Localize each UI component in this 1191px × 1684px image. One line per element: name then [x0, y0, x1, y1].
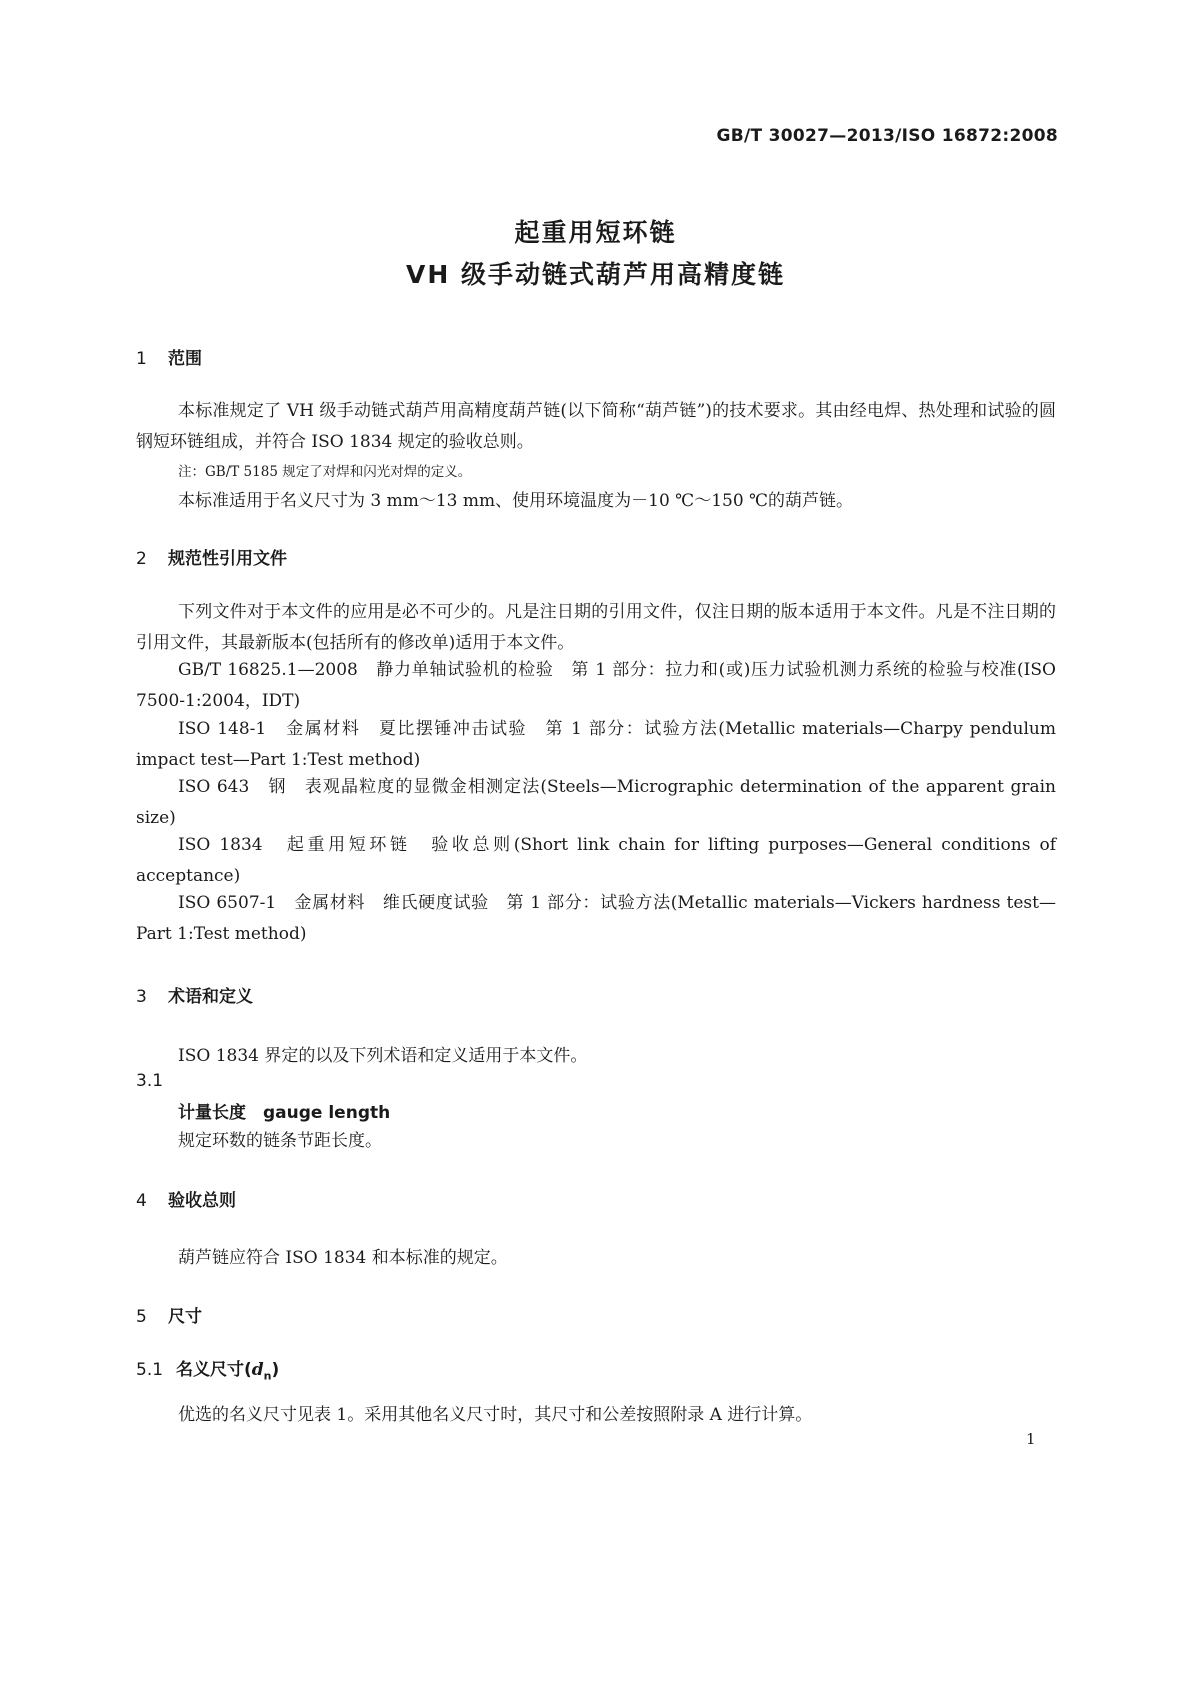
scope-paragraph: 本标准规定了 VH 级手动链式葫芦用高精度葫芦链(以下简称“葫芦链”)的技术要求。其由经电焊、热处理和试验的圆钢短环链组成，并符合 ISO 1834 规定的验收总则。	[136, 401, 1056, 452]
section-number: 2	[136, 549, 147, 569]
subsection-title-close: )	[271, 1360, 280, 1380]
section-number: 1	[136, 349, 147, 369]
section-number: 5	[136, 1307, 147, 1327]
references-intro: 下列文件对于本文件的应用是必不可少的。凡是注日期的引用文件，仅注日期的版本适用于本文件。凡是不注日期的引用文件，其最新版本(包括所有的修改单)适用于本文件。	[136, 602, 1056, 653]
reference-item: ISO 6507-1 金属材料 维氏硬度试验 第 1 部分：试验方法(Metallic materials—Vickers hardness test—Part 1:Test method)	[136, 893, 1056, 944]
term-definition: 规定环数的链条节距长度。	[178, 1131, 382, 1151]
terms-intro: ISO 1834 界定的以及下列术语和定义适用于本文件。	[178, 1046, 588, 1066]
section-3-heading	[136, 982, 253, 1007]
reference-item: ISO 1834 起重用短环链 验收总则(Short link chain for lifting purposes—General conditions of acceptance)	[136, 835, 1056, 886]
subsection-title: 名义尺寸(	[176, 1360, 252, 1380]
section-4-heading	[136, 1186, 236, 1211]
symbol-d: d	[251, 1360, 264, 1380]
section-5-heading	[136, 1302, 202, 1327]
symbol-subscript: n	[263, 1369, 272, 1383]
page-number: 1	[1026, 1430, 1036, 1448]
section-number: 3	[136, 987, 147, 1007]
section-2-heading	[136, 544, 287, 569]
section-number: 4	[136, 1191, 147, 1211]
nominal-size-paragraph: 优选的名义尺寸见表 1。采用其他名义尺寸时，其尺寸和公差按照附录 A 进行计算。	[178, 1405, 813, 1425]
scope-note: 注：GB/T 5185 规定了对焊和闪光对焊的定义。	[178, 464, 472, 480]
document-title-line1: 起重用短环链	[514, 218, 677, 247]
section-title: 尺寸	[168, 1307, 202, 1327]
section-title: 术语和定义	[168, 987, 253, 1007]
term-entry: 计量长度 gauge length	[178, 1103, 391, 1123]
reference-item: ISO 643 钢 表观晶粒度的显微金相测定法(Steels—Micrographic determination of the apparent grain size)	[136, 777, 1056, 828]
subsection-number: 3.1	[136, 1071, 164, 1091]
section-title: 范围	[168, 349, 202, 369]
section-1-heading	[136, 344, 202, 369]
acceptance-paragraph: 葫芦链应符合 ISO 1834 和本标准的规定。	[178, 1248, 508, 1268]
reference-item: GB/T 16825.1—2008 静力单轴试验机的检验 第 1 部分：拉力和(或)压力试验机测力系统的检验与校准(ISO 7500-1:2004，IDT)	[136, 660, 1056, 711]
standard-number: GB/T 30027—2013/ISO 16872:2008	[716, 126, 1058, 146]
section-title: 验收总则	[168, 1191, 236, 1211]
subsection-number: 5.1	[136, 1360, 164, 1380]
reference-item: ISO 148-1 金属材料 夏比摆锤冲击试验 第 1 部分：试验方法(Metallic materials—Charpy pendulum impact test—Part 1:Test method)	[136, 719, 1056, 770]
scope-applicability: 本标准适用于名义尺寸为 3 mm～13 mm、使用环境温度为－10 ℃～150 ℃的葫芦链。	[178, 491, 854, 511]
section-title: 规范性引用文件	[168, 549, 287, 569]
subsection-5-1-heading	[136, 1355, 279, 1382]
document-title-line2: VH 级手动链式葫芦用高精度链	[406, 260, 785, 289]
